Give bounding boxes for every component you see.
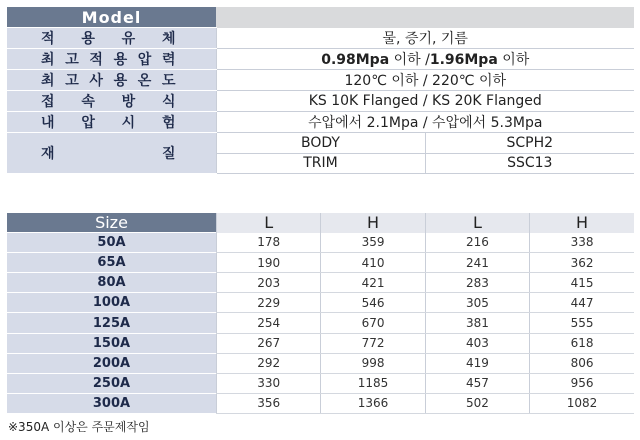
spec-value: 물, 증기, 기름 <box>216 28 634 49</box>
label-char: 적 <box>41 31 55 47</box>
dimension-cell: 229 <box>217 293 321 313</box>
label-char: 사 <box>89 73 103 89</box>
model-label: Model <box>7 7 216 28</box>
table-row <box>7 273 634 293</box>
col-header-l2: L <box>425 213 529 233</box>
size-header-row <box>7 213 634 233</box>
spec-label <box>7 91 216 112</box>
dimension-cell: 1185 <box>321 373 425 393</box>
dimension-cell: 356 <box>217 393 321 413</box>
dimension-cell: 806 <box>530 353 634 373</box>
spec-row <box>7 91 634 112</box>
table-row <box>7 253 634 273</box>
size-cell: 150A <box>7 333 217 353</box>
dimension-cell: 956 <box>530 373 634 393</box>
table-row <box>7 233 634 253</box>
col-header-h2: H <box>530 213 634 233</box>
label-char: 용 <box>81 31 95 47</box>
dimension-cell: 305 <box>425 293 529 313</box>
dimension-cell: 283 <box>425 273 529 293</box>
label-char: 최 <box>41 52 55 68</box>
dimension-cell: 419 <box>425 353 529 373</box>
label-char: 체 <box>161 31 176 47</box>
label-char: 압 <box>137 52 152 68</box>
spec-row <box>7 70 634 91</box>
dimension-cell: 203 <box>217 273 321 293</box>
model-value-cell <box>216 7 634 28</box>
spec-row <box>7 28 634 49</box>
size-cell: 200A <box>7 353 217 373</box>
dimension-cell: 447 <box>530 293 634 313</box>
label-char: 온 <box>137 73 152 89</box>
spec-label <box>7 112 216 133</box>
material-part: TRIM <box>216 153 425 174</box>
dimension-cell: 178 <box>217 233 321 253</box>
dimension-cell: 403 <box>425 333 529 353</box>
dimension-cell: 502 <box>425 393 529 413</box>
dimension-cell: 216 <box>425 233 529 253</box>
dimension-cell: 190 <box>217 253 321 273</box>
spec-row <box>7 49 634 70</box>
pressure-value-2: 1.96Mpa <box>429 52 498 68</box>
label-char: 용 <box>113 52 128 68</box>
dimension-cell: 546 <box>321 293 425 313</box>
table-row <box>7 293 634 313</box>
material-spec: SSC13 <box>425 153 634 174</box>
table-row <box>7 393 634 413</box>
dimension-cell: 267 <box>217 333 321 353</box>
size-table <box>7 212 634 414</box>
dimension-cell: 338 <box>530 233 634 253</box>
dimension-cell: 457 <box>425 373 529 393</box>
size-cell: 50A <box>7 233 217 253</box>
label-char: 시 <box>121 115 136 131</box>
dimension-cell: 1366 <box>321 393 425 413</box>
pressure-sep-1: 이하 / <box>389 52 430 68</box>
pressure-sep-2: 이하 <box>497 52 530 68</box>
dimension-cell: 421 <box>321 273 425 293</box>
col-header-h1: H <box>321 213 425 233</box>
dimension-cell: 1082 <box>530 393 634 413</box>
footnote: ※350A 이상은 주문제작임 <box>8 420 150 434</box>
label-char: 적 <box>89 52 103 68</box>
dimension-cell: 241 <box>425 253 529 273</box>
size-header: Size <box>7 213 217 233</box>
dimension-cell: 330 <box>217 373 321 393</box>
size-body <box>7 233 634 414</box>
spec-value <box>216 49 634 70</box>
spec-value: 수압에서 2.1Mpa / 수압에서 5.3Mpa <box>216 112 634 133</box>
label-char: 용 <box>113 73 128 89</box>
material-row <box>7 133 634 154</box>
spec-label <box>7 28 216 49</box>
label-char: 식 <box>161 94 176 110</box>
material-spec: SCPH2 <box>425 133 634 154</box>
label-char: 유 <box>121 31 136 47</box>
dimension-cell: 381 <box>425 313 529 333</box>
dimension-cell: 292 <box>217 353 321 373</box>
spec-row <box>7 112 634 133</box>
label-char: 재 <box>41 146 55 162</box>
size-cell: 300A <box>7 393 217 413</box>
spec-label <box>7 49 216 70</box>
label-char: 질 <box>161 146 176 162</box>
pressure-value-1: 0.98Mpa <box>321 52 390 68</box>
material-part: BODY <box>216 133 425 154</box>
label-char: 최 <box>41 73 55 89</box>
dimension-cell: 415 <box>530 273 634 293</box>
spec-header-row <box>7 7 634 28</box>
label-char: 력 <box>161 52 176 68</box>
label-char: 방 <box>121 94 136 110</box>
size-cell: 65A <box>7 253 217 273</box>
dimension-cell: 555 <box>530 313 634 333</box>
size-cell: 125A <box>7 313 217 333</box>
label-char: 고 <box>65 52 79 68</box>
label-char: 내 <box>41 115 55 131</box>
dimension-cell: 670 <box>321 313 425 333</box>
dimension-cell: 772 <box>321 333 425 353</box>
dimension-cell: 410 <box>321 253 425 273</box>
table-row <box>7 373 634 393</box>
table-row <box>7 333 634 353</box>
label-char: 속 <box>81 94 95 110</box>
dimension-cell: 362 <box>530 253 634 273</box>
label-char: 고 <box>65 73 79 89</box>
dimension-cell: 998 <box>321 353 425 373</box>
dimension-cell: 618 <box>530 333 634 353</box>
dimension-cell: 359 <box>321 233 425 253</box>
dimension-cell: 254 <box>217 313 321 333</box>
spec-table <box>7 7 634 174</box>
label-char: 험 <box>161 115 176 131</box>
label-char: 압 <box>81 115 95 131</box>
col-header-l1: L <box>217 213 321 233</box>
size-cell: 100A <box>7 293 217 313</box>
table-row <box>7 353 634 373</box>
label-char: 도 <box>161 73 176 89</box>
label-char: 접 <box>41 94 55 110</box>
table-row <box>7 313 634 333</box>
size-cell: 80A <box>7 273 217 293</box>
size-cell: 250A <box>7 373 217 393</box>
spec-value: KS 10K Flanged / KS 20K Flanged <box>216 91 634 112</box>
spec-label <box>7 70 216 91</box>
material-label <box>7 133 216 174</box>
spec-value: 120℃ 이하 / 220℃ 이하 <box>216 70 634 91</box>
